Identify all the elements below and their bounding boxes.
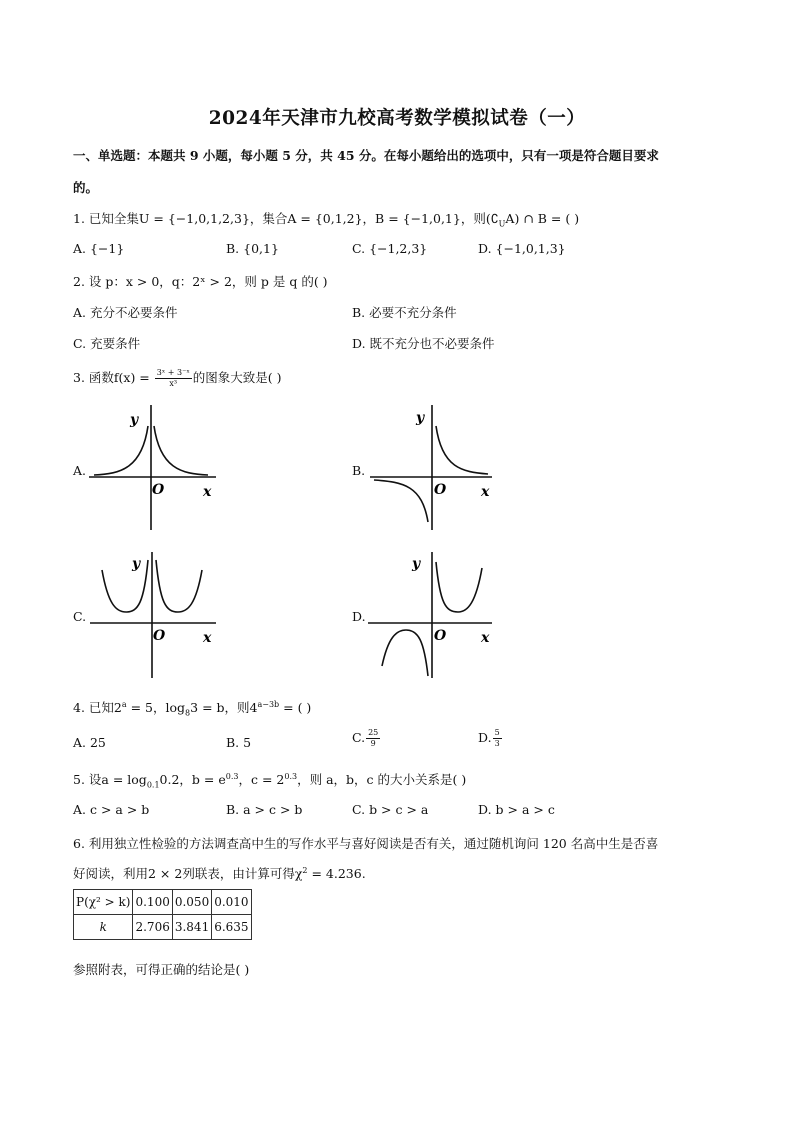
q1-option-b[interactable]: B. {0,1} [226, 241, 279, 256]
q4-d-label: D. [478, 730, 492, 745]
question-2-stem: 2. 设 p：x > 0，q：2ˣ > 2，则 p 是 q 的( ) [73, 274, 328, 289]
q4-c-frac [366, 728, 380, 749]
q1-stem-sub: U [498, 219, 506, 229]
q4-sup-a: a [121, 699, 127, 709]
q3-frac-num: 3ˣ + 3⁻ˣ [156, 368, 190, 377]
q5-mid: 0.2，b = e [159, 772, 226, 787]
q5-sub: 0.1 [146, 780, 160, 790]
q4-pre: 4. 已知2 [73, 700, 122, 715]
q4-option-c[interactable] [352, 728, 381, 749]
q4-option-b[interactable]: B. 5 [226, 735, 252, 750]
q3-fraction [155, 368, 192, 389]
section-heading-cont: 的。 [73, 180, 99, 195]
question-5-stem [73, 770, 466, 790]
table-row [74, 915, 252, 940]
graph-b[interactable] [364, 402, 504, 536]
table-cell: 0.050 [172, 890, 211, 915]
q5-option-d[interactable]: D. b > a > c [478, 802, 555, 817]
q1-stem-text: 1. 已知全集U = {−1,0,1,2,3}，集合A = {0,1,2}，B = {−1,0,1}，则(∁ [73, 211, 499, 226]
graph-a[interactable] [86, 402, 226, 536]
q5-option-a[interactable]: A. c > a > b [73, 802, 150, 817]
table-cell: 3.841 [172, 915, 211, 940]
q2-option-a[interactable]: A. 充分不必要条件 [73, 305, 178, 320]
q3-frac-den: x³ [169, 379, 178, 388]
q4-option-d[interactable] [478, 728, 503, 749]
graph-b-y: y [416, 410, 425, 426]
q4-sup-exp: a−3b [257, 699, 280, 709]
q6-line2-pre: 好阅读，利用2 × 2列联表，由计算可得χ [73, 866, 303, 881]
graph-a-x: x [203, 484, 212, 500]
question-6-line1: 6. 利用独立性检验的方法调查高中生的写作水平与喜好阅读是否有关，通过随机询问 120 名高中生是否喜 [73, 836, 659, 851]
question-3-stem [73, 368, 281, 389]
q6-line2-sup: 2 [302, 865, 308, 875]
q3-stem-pre: 3. 函数f(x) = [73, 370, 150, 385]
q1-stem-end: A) ∩ B = ( ) [505, 211, 580, 226]
q5-option-c[interactable]: C. b > c > a [352, 802, 429, 817]
graph-d-origin: O [434, 628, 447, 644]
table-cell: 0.100 [133, 890, 172, 915]
q4-option-a[interactable]: A. 25 [73, 735, 106, 750]
q5-sup-c: 0.3 [284, 771, 298, 781]
graph-a-y: y [130, 412, 139, 428]
question-6-after: 参照附表，可得正确的结论是( ) [73, 962, 250, 977]
q5-pre: 5. 设a = log [73, 772, 147, 787]
table-header-p: P(χ² > k) [74, 890, 133, 915]
graph-d[interactable] [364, 548, 504, 682]
graph-a-origin: O [152, 482, 165, 498]
q4-c-label: C. [352, 730, 366, 745]
q1-option-c[interactable]: C. {−1,2,3} [352, 241, 428, 256]
q2-option-b[interactable]: B. 必要不充分条件 [352, 305, 457, 320]
q4-d-den: 3 [494, 739, 500, 748]
graph-c-y: y [132, 556, 141, 572]
table-cell: 2.706 [133, 915, 172, 940]
q5-mid2: ，c = 2 [238, 772, 285, 787]
q2-option-d[interactable]: D. 既不充分也不必要条件 [352, 336, 495, 351]
table-cell: 0.010 [212, 890, 251, 915]
table-cell: 6.635 [212, 915, 251, 940]
question-4-stem [73, 698, 311, 718]
q4-sub-8: 8 [185, 708, 191, 718]
graph-c-origin: O [153, 628, 166, 644]
q5-sup-b: 0.3 [225, 771, 239, 781]
chi-square-table [73, 889, 252, 940]
q3-stem-post: 的图象大致是( ) [192, 370, 282, 385]
q4-end: = ( ) [279, 700, 312, 715]
q4-c-den: 9 [370, 739, 376, 748]
page-title: 2024年天津市九校高考数学模拟试卷（一） [208, 108, 586, 129]
graph-c[interactable] [86, 548, 226, 682]
section-heading: 一、单选题：本题共 9 小题，每小题 5 分，共 45 分。在每小题给出的选项中，只有一项是符合题目要求 [73, 148, 659, 163]
q3-option-a[interactable]: A. [73, 463, 87, 478]
q4-mid: = 5，log [126, 700, 186, 715]
q1-option-a[interactable]: A. {−1} [73, 241, 125, 256]
q4-mid2: 3 = b，则4 [190, 700, 258, 715]
question-1-stem [73, 209, 579, 229]
graph-b-x: x [481, 484, 490, 500]
q3-option-c[interactable]: C. [73, 609, 87, 624]
q1-option-d[interactable]: D. {−1,0,1,3} [478, 241, 566, 256]
graph-c-x: x [203, 630, 212, 646]
q2-option-c[interactable]: C. 充要条件 [73, 336, 141, 351]
q3-option-d[interactable]: D. [352, 609, 366, 624]
table-row [74, 890, 252, 915]
question-6-line2 [73, 864, 366, 882]
q4-d-frac [493, 728, 502, 749]
table-header-k: k [74, 915, 133, 940]
q4-c-num: 25 [368, 728, 379, 737]
q5-option-b[interactable]: B. a > c > b [226, 802, 303, 817]
q6-line2-end: = 4.236. [307, 866, 366, 881]
q4-d-num: 5 [494, 728, 500, 737]
graph-d-y: y [412, 556, 421, 572]
graph-d-x: x [481, 630, 490, 646]
q5-end: ，则 a，b，c 的大小关系是( ) [297, 772, 467, 787]
q3-option-b[interactable]: B. [352, 463, 366, 478]
graph-b-origin: O [434, 482, 447, 498]
